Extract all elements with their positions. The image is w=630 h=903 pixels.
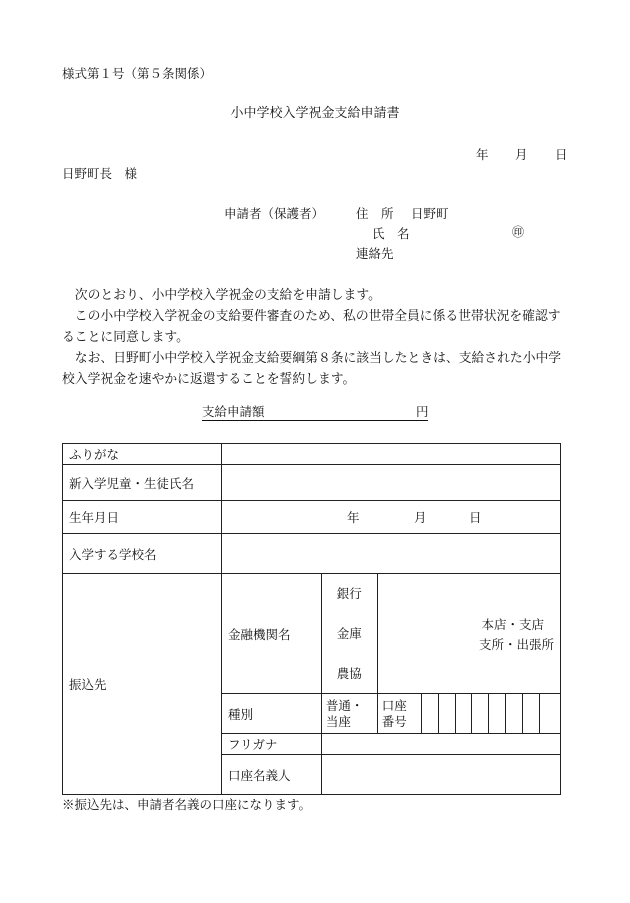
table-row xyxy=(63,574,561,694)
student-name-field[interactable] xyxy=(221,465,560,501)
application-table xyxy=(62,443,561,795)
date-month: 月 xyxy=(515,147,528,162)
bank-option: 銀行 xyxy=(336,586,362,601)
birth-day-unit: 日 xyxy=(468,510,482,525)
body-paragraph: 次のとおり、小中学校入学祝金の支給を申請します。 xyxy=(62,288,381,303)
branch-cell[interactable] xyxy=(377,574,560,694)
nokyo-option: 農協 xyxy=(336,666,362,681)
institution-label: 金融機関名 xyxy=(221,574,321,694)
birth-date-label: 生年月日 xyxy=(63,501,222,534)
form-reference: 様式第１号（第５条関係） xyxy=(62,66,213,81)
branch-option-2: 支所・出張所 xyxy=(478,636,554,652)
account-digit-box[interactable] xyxy=(506,694,523,734)
institution-type-cell xyxy=(321,574,377,694)
document-title: 小中学校入学祝金支給申請書 xyxy=(230,106,400,121)
account-digit-box[interactable] xyxy=(539,694,560,734)
seal-mark: ㊞ xyxy=(512,225,525,239)
school-name-label: 入学する学校名 xyxy=(63,534,222,574)
body-text xyxy=(62,285,570,390)
address-value: 日野町 xyxy=(411,206,449,221)
type-ordinary: 普通・ xyxy=(325,697,364,713)
account-number-label xyxy=(377,694,421,734)
account-number-label-1: 口座 xyxy=(381,697,407,713)
kana-field[interactable] xyxy=(321,734,560,755)
account-number-label-2: 番号 xyxy=(381,713,407,729)
birth-date-field[interactable] xyxy=(221,501,560,534)
shinkin-option: 金庫 xyxy=(336,626,362,641)
table-row xyxy=(63,534,561,574)
type-current: 当座 xyxy=(325,713,351,729)
address-label: 住 所 xyxy=(356,206,394,221)
birth-year-unit: 年 xyxy=(346,510,360,525)
applicant-label: 申請者（保護者） xyxy=(224,206,325,221)
account-digit-box[interactable] xyxy=(522,694,539,734)
table-row xyxy=(63,444,561,465)
account-digit-box[interactable] xyxy=(421,694,438,734)
kana-label: フリガナ xyxy=(221,734,321,755)
body-paragraph: この小中学校入学祝金の支給要件審査のため、私の世帯全員に係る世帯状況を確認することに同意します。 xyxy=(62,309,561,345)
transfer-label: 振込先 xyxy=(63,574,222,795)
date-year: 年 xyxy=(476,147,489,162)
account-digit-box[interactable] xyxy=(455,694,472,734)
account-type-label: 種別 xyxy=(221,694,321,734)
amount-underline xyxy=(202,420,428,421)
school-name-field[interactable] xyxy=(221,534,560,574)
holder-field[interactable] xyxy=(321,755,560,795)
furigana-field[interactable] xyxy=(221,444,560,465)
contact-label: 連絡先 xyxy=(356,246,394,261)
date-day: 日 xyxy=(555,147,568,162)
account-type-options[interactable] xyxy=(321,694,377,734)
amount-label: 支給申請額 xyxy=(202,404,265,419)
body-paragraph: なお、日野町小中学校入学祝金支給要綱第８条に該当したときは、支給された小中学校入学祝金を速やかに返還することを誓約します。 xyxy=(62,351,562,387)
account-digit-box[interactable] xyxy=(438,694,455,734)
amount-unit: 円 xyxy=(416,404,429,419)
name-label: 氏 名 xyxy=(372,226,410,241)
footnote: ※振込先は、申請者名義の口座になります。 xyxy=(62,797,312,812)
account-digit-box[interactable] xyxy=(472,694,489,734)
table-row xyxy=(63,465,561,501)
student-name-label: 新入学児童・生徒氏名 xyxy=(63,465,222,501)
table-row xyxy=(63,501,561,534)
furigana-label: ふりがな xyxy=(63,444,222,465)
account-digit-box[interactable] xyxy=(489,694,506,734)
amount-line xyxy=(202,404,429,421)
branch-option-1: 本店・支店 xyxy=(481,617,544,632)
addressee: 日野町長 様 xyxy=(62,166,138,181)
birth-month-unit: 月 xyxy=(413,510,427,525)
holder-label: 口座名義人 xyxy=(221,755,321,795)
